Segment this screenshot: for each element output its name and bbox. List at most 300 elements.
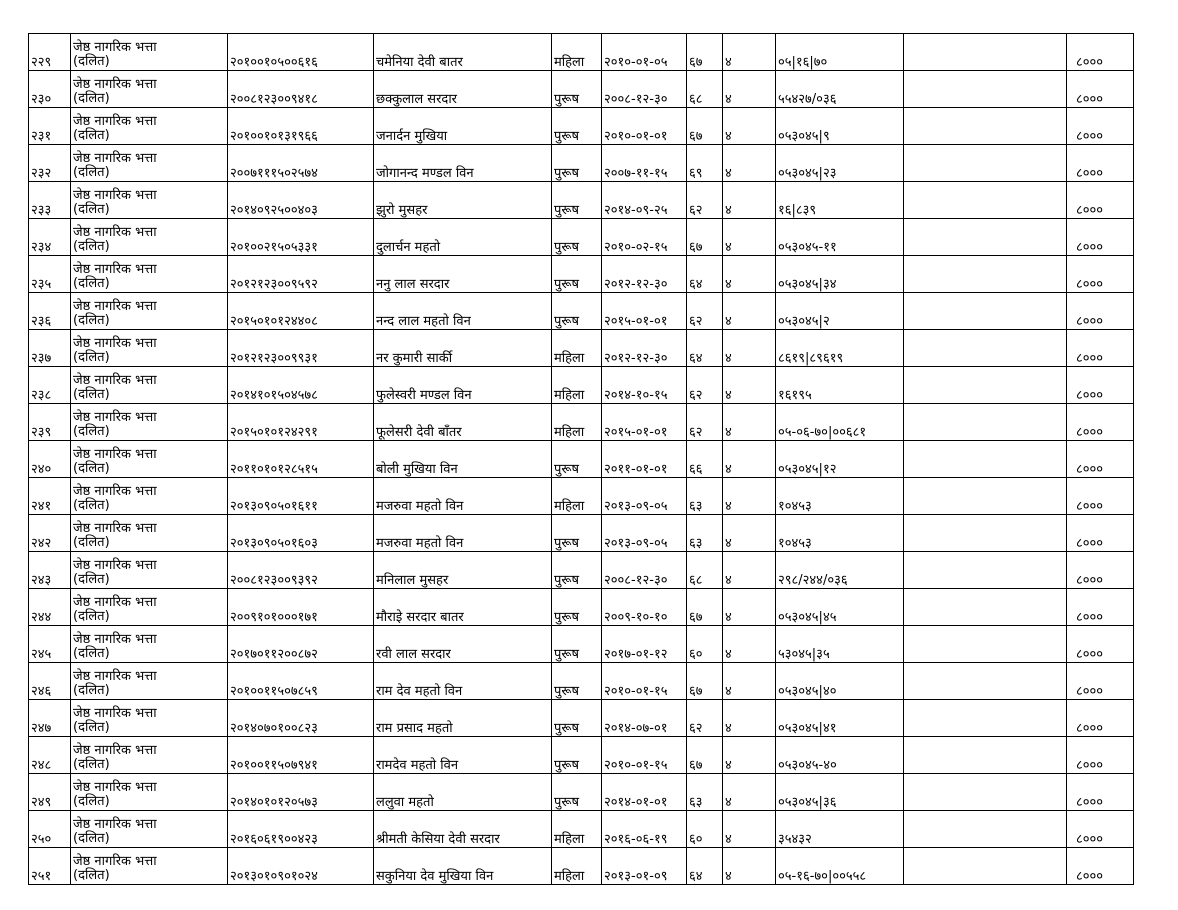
age-cell: ६७ bbox=[687, 737, 723, 774]
amount-cell: ८००० bbox=[1067, 663, 1134, 700]
allowance-type-line1: जेष्ठ नागरिक भत्ता bbox=[73, 410, 157, 425]
table-row bbox=[29, 774, 1134, 811]
table-row bbox=[29, 663, 1134, 700]
quarter-cell: ४ bbox=[723, 552, 776, 589]
allowance-type-cell bbox=[71, 552, 228, 589]
allowance-type-cell bbox=[71, 589, 228, 626]
gender-cell: पुरूष bbox=[552, 663, 602, 700]
gender-cell: महिला bbox=[552, 811, 602, 848]
amount-cell: ८००० bbox=[1067, 330, 1134, 367]
age-cell: ६८ bbox=[687, 552, 723, 589]
amount-cell: ८००० bbox=[1067, 256, 1134, 293]
quarter-cell: ४ bbox=[723, 108, 776, 145]
gender-cell: पुरूष bbox=[552, 700, 602, 737]
allowance-type-cell bbox=[71, 145, 228, 182]
id-number-cell: २०१५०१०१२४४०८ bbox=[228, 293, 374, 330]
amount-cell: ८००० bbox=[1067, 552, 1134, 589]
beneficiary-name-cell: चमेनिया देवी बातर bbox=[374, 34, 552, 71]
age-cell: ६३ bbox=[687, 774, 723, 811]
serial-number-cell: २४२ bbox=[29, 515, 71, 552]
serial-number-cell: २२९ bbox=[29, 34, 71, 71]
allowance-type-line1: जेष्ठ नागरिक भत्ता bbox=[73, 447, 157, 462]
table-row bbox=[29, 219, 1134, 256]
allowance-type-line1: जेष्ठ नागरिक भत्ता bbox=[73, 299, 157, 314]
age-cell: ६७ bbox=[687, 663, 723, 700]
remark-cell bbox=[904, 478, 1067, 515]
quarter-cell: ४ bbox=[723, 737, 776, 774]
quarter-cell: ४ bbox=[723, 441, 776, 478]
remark-cell bbox=[904, 34, 1067, 71]
age-cell: ६२ bbox=[687, 404, 723, 441]
reference-number-cell: ०५३०४५|९ bbox=[776, 108, 904, 145]
allowance-type-cell bbox=[71, 404, 228, 441]
reference-number-cell: १०४५३ bbox=[776, 478, 904, 515]
serial-number-cell: २४७ bbox=[29, 700, 71, 737]
allowance-type-cell bbox=[71, 71, 228, 108]
beneficiary-name-cell: बोली मुखिया विन bbox=[374, 441, 552, 478]
remark-cell bbox=[904, 404, 1067, 441]
table-row bbox=[29, 441, 1134, 478]
serial-number-cell: २४० bbox=[29, 441, 71, 478]
remark-cell bbox=[904, 552, 1067, 589]
remark-cell bbox=[904, 441, 1067, 478]
quarter-cell: ४ bbox=[723, 367, 776, 404]
beneficiary-name-cell: ननु लाल सरदार bbox=[374, 256, 552, 293]
beneficiary-name-cell: राम प्रसाद महतो bbox=[374, 700, 552, 737]
serial-number-cell: २५१ bbox=[29, 848, 71, 885]
beneficiary-name-cell: मनिलाल मुसहर bbox=[374, 552, 552, 589]
allowance-type-line2: (दलित) bbox=[73, 165, 110, 180]
id-number-cell: २०१३०९०५०१६११ bbox=[228, 478, 374, 515]
date-cell: २०१२-१२-३० bbox=[602, 256, 687, 293]
id-number-cell: २००९१०१०००१७१ bbox=[228, 589, 374, 626]
remark-cell bbox=[904, 737, 1067, 774]
age-cell: ६४ bbox=[687, 848, 723, 885]
beneficiary-name-cell: मौराइे सरदार बातर bbox=[374, 589, 552, 626]
amount-cell: ८००० bbox=[1067, 367, 1134, 404]
id-number-cell: २००७१११५०२५७४ bbox=[228, 145, 374, 182]
age-cell: ६२ bbox=[687, 700, 723, 737]
age-cell: ६३ bbox=[687, 478, 723, 515]
serial-number-cell: २४४ bbox=[29, 589, 71, 626]
serial-number-cell: २३७ bbox=[29, 330, 71, 367]
allowance-type-line1: जेष्ठ नागरिक भत्ता bbox=[73, 558, 157, 573]
age-cell: ६८ bbox=[687, 71, 723, 108]
remark-cell bbox=[904, 367, 1067, 404]
allowance-type-cell bbox=[71, 811, 228, 848]
allowance-type-line2: (दलित) bbox=[73, 54, 110, 69]
serial-number-cell: २४९ bbox=[29, 774, 71, 811]
allowance-type-line1: जेष्ठ नागरिक भत्ता bbox=[73, 114, 157, 129]
serial-number-cell: २४१ bbox=[29, 478, 71, 515]
serial-number-cell: २५० bbox=[29, 811, 71, 848]
allowance-type-line1: जेष्ठ नागरिक भत्ता bbox=[73, 817, 157, 832]
age-cell: ६३ bbox=[687, 515, 723, 552]
quarter-cell: ४ bbox=[723, 626, 776, 663]
date-cell: २०१४-०१-०१ bbox=[602, 774, 687, 811]
id-number-cell: २००८१२३००९४१८ bbox=[228, 71, 374, 108]
allowance-type-cell bbox=[71, 256, 228, 293]
allowance-type-line2: (दलित) bbox=[73, 461, 110, 476]
gender-cell: महिला bbox=[552, 848, 602, 885]
serial-number-cell: २३१ bbox=[29, 108, 71, 145]
date-cell: २०१३-०१-०९ bbox=[602, 848, 687, 885]
gender-cell: पुरूष bbox=[552, 145, 602, 182]
date-cell: २०१४-१०-१५ bbox=[602, 367, 687, 404]
gender-cell: पुरूष bbox=[552, 256, 602, 293]
quarter-cell: ४ bbox=[723, 404, 776, 441]
id-number-cell: २०१२१२३००९९३१ bbox=[228, 330, 374, 367]
id-number-cell: २०१२१२३००९५९२ bbox=[228, 256, 374, 293]
amount-cell: ८००० bbox=[1067, 145, 1134, 182]
id-number-cell: २०११०१०१२८५१५ bbox=[228, 441, 374, 478]
allowance-type-cell bbox=[71, 441, 228, 478]
allowance-type-line2: (दलित) bbox=[73, 868, 110, 883]
beneficiary-name-cell: फुलेस्वरी मण्डल विन bbox=[374, 367, 552, 404]
allowance-type-cell bbox=[71, 700, 228, 737]
amount-cell: ८००० bbox=[1067, 700, 1134, 737]
date-cell: २०१६-०६-१९ bbox=[602, 811, 687, 848]
date-cell: २०१०-०१-१५ bbox=[602, 737, 687, 774]
id-number-cell: २०१७०११२००८७२ bbox=[228, 626, 374, 663]
reference-number-cell: ०५३०४५|४० bbox=[776, 663, 904, 700]
reference-number-cell: ०५३०४५|१२ bbox=[776, 441, 904, 478]
date-cell: २०१०-०१-०५ bbox=[602, 34, 687, 71]
quarter-cell: ४ bbox=[723, 700, 776, 737]
id-number-cell: २०१३०१०९०१०२४ bbox=[228, 848, 374, 885]
age-cell: ६२ bbox=[687, 367, 723, 404]
quarter-cell: ४ bbox=[723, 589, 776, 626]
allowance-type-line2: (दलित) bbox=[73, 202, 110, 217]
amount-cell: ८००० bbox=[1067, 737, 1134, 774]
id-number-cell: २०१४१०१५०४५७८ bbox=[228, 367, 374, 404]
table-row bbox=[29, 737, 1134, 774]
date-cell: २००८-१२-३० bbox=[602, 71, 687, 108]
gender-cell: महिला bbox=[552, 404, 602, 441]
date-cell: २०१४-०९-२५ bbox=[602, 182, 687, 219]
reference-number-cell: ०५३०४५|४५ bbox=[776, 589, 904, 626]
allowance-type-line1: जेष्ठ नागरिक भत्ता bbox=[73, 336, 157, 351]
amount-cell: ८००० bbox=[1067, 774, 1134, 811]
date-cell: २००७-११-१५ bbox=[602, 145, 687, 182]
gender-cell: महिला bbox=[552, 478, 602, 515]
quarter-cell: ४ bbox=[723, 515, 776, 552]
beneficiary-name-cell: दुलार्चन महतो bbox=[374, 219, 552, 256]
allowance-type-line2: (दलित) bbox=[73, 757, 110, 772]
remark-cell bbox=[904, 145, 1067, 182]
table-row bbox=[29, 552, 1134, 589]
quarter-cell: ४ bbox=[723, 478, 776, 515]
beneficiary-name-cell: सकुनिया देव मुखिया विन bbox=[374, 848, 552, 885]
table-row bbox=[29, 626, 1134, 663]
allowance-type-cell bbox=[71, 219, 228, 256]
allowance-type-line2: (दलित) bbox=[73, 572, 110, 587]
allowance-type-line1: जेष्ठ नागरिक भत्ता bbox=[73, 521, 157, 536]
beneficiary-name-cell: मजरुवा महतो विन bbox=[374, 478, 552, 515]
allowance-type-line2: (दलित) bbox=[73, 350, 110, 365]
amount-cell: ८००० bbox=[1067, 811, 1134, 848]
allowance-type-line2: (दलित) bbox=[73, 498, 110, 513]
beneficiary-name-cell: जनार्दन मुखिया bbox=[374, 108, 552, 145]
reference-number-cell: १०४५३ bbox=[776, 515, 904, 552]
amount-cell: ८००० bbox=[1067, 404, 1134, 441]
remark-cell bbox=[904, 71, 1067, 108]
date-cell: २००९-१०-१० bbox=[602, 589, 687, 626]
allowance-type-cell bbox=[71, 108, 228, 145]
allowance-type-cell bbox=[71, 293, 228, 330]
id-number-cell: २०१५०१०१२४२९१ bbox=[228, 404, 374, 441]
age-cell: ६२ bbox=[687, 293, 723, 330]
amount-cell: ८००० bbox=[1067, 515, 1134, 552]
id-number-cell: २०१४०९२५००४०३ bbox=[228, 182, 374, 219]
allowance-type-line1: जेष्ठ नागरिक भत्ता bbox=[73, 225, 157, 240]
table-row bbox=[29, 515, 1134, 552]
gender-cell: पुरूष bbox=[552, 71, 602, 108]
id-number-cell: २०१००११५०७८५९ bbox=[228, 663, 374, 700]
allowance-type-line1: जेष्ठ नागरिक भत्ता bbox=[73, 706, 157, 721]
allowance-type-line1: जेष्ठ नागरिक भत्ता bbox=[73, 854, 157, 869]
amount-cell: ८००० bbox=[1067, 293, 1134, 330]
allowance-type-line2: (दलित) bbox=[73, 128, 110, 143]
age-cell: ६९ bbox=[687, 145, 723, 182]
age-cell: ६७ bbox=[687, 108, 723, 145]
age-cell: ६० bbox=[687, 626, 723, 663]
id-number-cell: २०१००२१५०५३३१ bbox=[228, 219, 374, 256]
serial-number-cell: २४६ bbox=[29, 663, 71, 700]
beneficiary-name-cell: राम देव महतो विन bbox=[374, 663, 552, 700]
remark-cell bbox=[904, 663, 1067, 700]
allowance-type-cell bbox=[71, 182, 228, 219]
allowance-type-line1: जेष्ठ नागरिक भत्ता bbox=[73, 669, 157, 684]
allowance-type-cell bbox=[71, 367, 228, 404]
beneficiary-name-cell: श्रीमती केसिया देवी सरदार bbox=[374, 811, 552, 848]
serial-number-cell: २४८ bbox=[29, 737, 71, 774]
gender-cell: पुरूष bbox=[552, 626, 602, 663]
beneficiary-name-cell: फूलेसरी देवी बाँतर bbox=[374, 404, 552, 441]
allowance-type-cell bbox=[71, 626, 228, 663]
reference-number-cell: ०५३०४५|२ bbox=[776, 293, 904, 330]
reference-number-cell: ०५३०४५|३६ bbox=[776, 774, 904, 811]
reference-number-cell: ०५३०४५|२३ bbox=[776, 145, 904, 182]
date-cell: २०१०-०२-१५ bbox=[602, 219, 687, 256]
allowance-type-cell bbox=[71, 663, 228, 700]
remark-cell bbox=[904, 774, 1067, 811]
reference-number-cell: ०५३०४५|३४ bbox=[776, 256, 904, 293]
serial-number-cell: २३२ bbox=[29, 145, 71, 182]
table-row bbox=[29, 811, 1134, 848]
allowance-type-line1: जेष्ठ नागरिक भत्ता bbox=[73, 373, 157, 388]
beneficiary-table bbox=[28, 33, 1134, 885]
remark-cell bbox=[904, 256, 1067, 293]
date-cell: २०१२-१२-३० bbox=[602, 330, 687, 367]
amount-cell: ८००० bbox=[1067, 848, 1134, 885]
remark-cell bbox=[904, 811, 1067, 848]
amount-cell: ८००० bbox=[1067, 589, 1134, 626]
serial-number-cell: २३३ bbox=[29, 182, 71, 219]
allowance-type-line2: (दलित) bbox=[73, 535, 110, 550]
serial-number-cell: २३९ bbox=[29, 404, 71, 441]
allowance-type-line2: (दलित) bbox=[73, 387, 110, 402]
allowance-type-line2: (दलित) bbox=[73, 313, 110, 328]
remark-cell bbox=[904, 848, 1067, 885]
amount-cell: ८००० bbox=[1067, 626, 1134, 663]
gender-cell: पुरूष bbox=[552, 108, 602, 145]
id-number-cell: २०१३०९०५०१६०३ bbox=[228, 515, 374, 552]
gender-cell: पुरूष bbox=[552, 293, 602, 330]
gender-cell: पुरूष bbox=[552, 737, 602, 774]
age-cell: ६४ bbox=[687, 256, 723, 293]
quarter-cell: ४ bbox=[723, 330, 776, 367]
quarter-cell: ४ bbox=[723, 811, 776, 848]
date-cell: २०१५-०१-०१ bbox=[602, 293, 687, 330]
allowance-type-line2: (दलित) bbox=[73, 720, 110, 735]
remark-cell bbox=[904, 589, 1067, 626]
id-number-cell: २०१००११५०७९४१ bbox=[228, 737, 374, 774]
beneficiary-name-cell: नर कुमारी सार्की bbox=[374, 330, 552, 367]
gender-cell: पुरूष bbox=[552, 182, 602, 219]
table-body bbox=[29, 34, 1134, 885]
age-cell: ६७ bbox=[687, 219, 723, 256]
date-cell: २००८-१२-३० bbox=[602, 552, 687, 589]
allowance-type-line2: (दलित) bbox=[73, 239, 110, 254]
allowance-type-line1: जेष्ठ नागरिक भत्ता bbox=[73, 188, 157, 203]
date-cell: २०१७-०१-१२ bbox=[602, 626, 687, 663]
reference-number-cell: १६१९५ bbox=[776, 367, 904, 404]
reference-number-cell: ५५४२७/०३६ bbox=[776, 71, 904, 108]
table-row bbox=[29, 330, 1134, 367]
allowance-type-cell bbox=[71, 848, 228, 885]
reference-number-cell: ०५|१६|७० bbox=[776, 34, 904, 71]
id-number-cell: २०१४०७०१००८२३ bbox=[228, 700, 374, 737]
date-cell: २०१३-०९-०५ bbox=[602, 478, 687, 515]
gender-cell: महिला bbox=[552, 367, 602, 404]
amount-cell: ८००० bbox=[1067, 34, 1134, 71]
allowance-type-line2: (दलित) bbox=[73, 424, 110, 439]
gender-cell: पुरूष bbox=[552, 589, 602, 626]
table-row bbox=[29, 367, 1134, 404]
reference-number-cell: ०५३०४५-११ bbox=[776, 219, 904, 256]
allowance-type-cell bbox=[71, 774, 228, 811]
table-row bbox=[29, 404, 1134, 441]
amount-cell: ८००० bbox=[1067, 182, 1134, 219]
remark-cell bbox=[904, 182, 1067, 219]
allowance-type-line1: जेष्ठ नागरिक भत्ता bbox=[73, 780, 157, 795]
allowance-type-line1: जेष्ठ नागरिक भत्ता bbox=[73, 743, 157, 758]
beneficiary-name-cell: झुरो मुसहर bbox=[374, 182, 552, 219]
reference-number-cell: १६|८३९ bbox=[776, 182, 904, 219]
gender-cell: महिला bbox=[552, 330, 602, 367]
quarter-cell: ४ bbox=[723, 145, 776, 182]
allowance-type-cell bbox=[71, 478, 228, 515]
id-number-cell: २०१००१०१३१९६६ bbox=[228, 108, 374, 145]
beneficiary-name-cell: छक्कुलाल सरदार bbox=[374, 71, 552, 108]
remark-cell bbox=[904, 700, 1067, 737]
serial-number-cell: २४५ bbox=[29, 626, 71, 663]
allowance-type-line2: (दलित) bbox=[73, 91, 110, 106]
quarter-cell: ४ bbox=[723, 293, 776, 330]
age-cell: ६७ bbox=[687, 34, 723, 71]
amount-cell: ८००० bbox=[1067, 108, 1134, 145]
table-row bbox=[29, 182, 1134, 219]
allowance-type-cell bbox=[71, 330, 228, 367]
quarter-cell: ४ bbox=[723, 256, 776, 293]
date-cell: २०११-०१-०१ bbox=[602, 441, 687, 478]
date-cell: २०१३-०९-०५ bbox=[602, 515, 687, 552]
reference-number-cell: ०५-०६-७०|००६८१ bbox=[776, 404, 904, 441]
gender-cell: पुरूष bbox=[552, 441, 602, 478]
reference-number-cell: ०५३०४५|४१ bbox=[776, 700, 904, 737]
allowance-type-cell bbox=[71, 34, 228, 71]
reference-number-cell: ०५३०४५-४० bbox=[776, 737, 904, 774]
table-row bbox=[29, 700, 1134, 737]
date-cell: २०१०-०१-१५ bbox=[602, 663, 687, 700]
allowance-type-line1: जेष्ठ नागरिक भत्ता bbox=[73, 151, 157, 166]
quarter-cell: ४ bbox=[723, 182, 776, 219]
table-row bbox=[29, 71, 1134, 108]
serial-number-cell: २३० bbox=[29, 71, 71, 108]
age-cell: ६६ bbox=[687, 441, 723, 478]
allowance-type-line2: (दलित) bbox=[73, 683, 110, 698]
beneficiary-name-cell: रवी लाल सरदार bbox=[374, 626, 552, 663]
quarter-cell: ४ bbox=[723, 848, 776, 885]
id-number-cell: २०१४०१०१२०५७३ bbox=[228, 774, 374, 811]
remark-cell bbox=[904, 330, 1067, 367]
beneficiary-name-cell: जोगानन्द मण्डल विन bbox=[374, 145, 552, 182]
beneficiary-name-cell: ललुवा महतो bbox=[374, 774, 552, 811]
date-cell: २०१०-०१-०१ bbox=[602, 108, 687, 145]
remark-cell bbox=[904, 515, 1067, 552]
table-row bbox=[29, 848, 1134, 885]
allowance-type-cell bbox=[71, 737, 228, 774]
allowance-type-line1: जेष्ठ नागरिक भत्ता bbox=[73, 40, 157, 55]
quarter-cell: ४ bbox=[723, 219, 776, 256]
quarter-cell: ४ bbox=[723, 34, 776, 71]
allowance-type-line1: जेष्ठ नागरिक भत्ता bbox=[73, 262, 157, 277]
allowance-type-line2: (दलित) bbox=[73, 794, 110, 809]
age-cell: ६२ bbox=[687, 182, 723, 219]
allowance-type-line2: (दलित) bbox=[73, 831, 110, 846]
amount-cell: ८००० bbox=[1067, 478, 1134, 515]
reference-number-cell: ८६१९|८९६१९ bbox=[776, 330, 904, 367]
gender-cell: पुरूष bbox=[552, 774, 602, 811]
id-number-cell: २००८१२३००९३९२ bbox=[228, 552, 374, 589]
age-cell: ६४ bbox=[687, 330, 723, 367]
date-cell: २०१४-०७-०१ bbox=[602, 700, 687, 737]
gender-cell: महिला bbox=[552, 34, 602, 71]
age-cell: ६० bbox=[687, 811, 723, 848]
amount-cell: ८००० bbox=[1067, 219, 1134, 256]
allowance-type-line1: जेष्ठ नागरिक भत्ता bbox=[73, 484, 157, 499]
allowance-type-cell bbox=[71, 515, 228, 552]
serial-number-cell: २४३ bbox=[29, 552, 71, 589]
allowance-type-line2: (दलित) bbox=[73, 646, 110, 661]
serial-number-cell: २३४ bbox=[29, 219, 71, 256]
allowance-type-line2: (दलित) bbox=[73, 276, 110, 291]
remark-cell bbox=[904, 293, 1067, 330]
gender-cell: पुरूष bbox=[552, 515, 602, 552]
amount-cell: ८००० bbox=[1067, 441, 1134, 478]
id-number-cell: २०१६०६१९००४२३ bbox=[228, 811, 374, 848]
allowance-type-line2: (दलित) bbox=[73, 609, 110, 624]
remark-cell bbox=[904, 219, 1067, 256]
reference-number-cell: २९८/२४४/०३६ bbox=[776, 552, 904, 589]
table-row bbox=[29, 478, 1134, 515]
beneficiary-name-cell: रामदेव महतो विन bbox=[374, 737, 552, 774]
allowance-type-line1: जेष्ठ नागरिक भत्ता bbox=[73, 632, 157, 647]
date-cell: २०१५-०१-०१ bbox=[602, 404, 687, 441]
amount-cell: ८००० bbox=[1067, 71, 1134, 108]
reference-number-cell: ०५-१६-७०|००५५८ bbox=[776, 848, 904, 885]
